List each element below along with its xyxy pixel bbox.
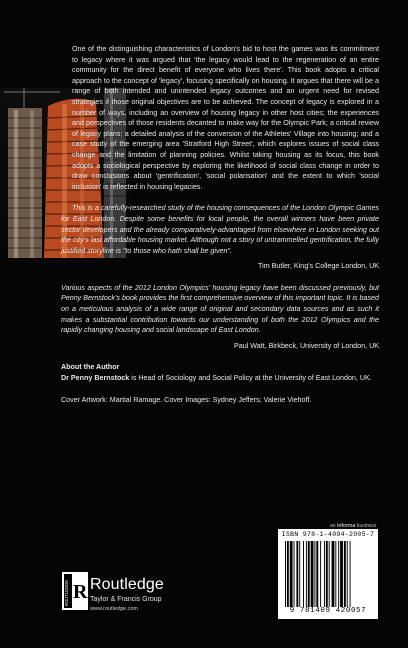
author-name: Dr Penny Bernstock — [61, 374, 130, 383]
barcode-bar — [314, 541, 315, 607]
publisher-url: www.routledge.com — [90, 606, 138, 612]
publisher-group: Taylor & Francis Group — [90, 596, 162, 603]
author-bio-text: is Head of Sociology and Social Policy at the University of East London, UK. — [129, 374, 372, 383]
barcode-bar — [290, 541, 293, 607]
barcode-bar — [296, 541, 298, 607]
informa-prefix: an — [330, 523, 337, 529]
barcode-bar — [294, 541, 295, 607]
about-author-heading: About the Author — [61, 363, 120, 372]
barcode-bar — [338, 541, 339, 607]
barcode-bar — [340, 541, 343, 607]
barcode-bar — [335, 541, 336, 607]
publisher-name: Routledge — [90, 576, 164, 593]
isbn-label: ISBN 978-1-4094-2005-7 — [281, 531, 375, 538]
barcode-bar — [347, 541, 348, 607]
barcode-bar — [316, 541, 318, 607]
review-quote-1: This is a carefully-researched study of the housing consequences of the London Olympic Games for East London. Despite some benefits for local people, the overall winners have been private sector developers and the already comparatively-advantaged from elsewhere in London seeking out the city's last affordable housing market. Although not a story of untrammelled gentrification, the fully justified storyline is "to those who hath shall be given". — [61, 204, 379, 255]
publisher-block — [62, 572, 202, 618]
barcode-bar — [350, 541, 351, 607]
logo-spine-text: ROUTLEDGE — [64, 579, 69, 606]
barcode-bar — [332, 541, 335, 607]
isbn-barcode-box — [278, 529, 378, 619]
artwork-wrap-spacer — [0, 76, 72, 209]
barcode-bar — [299, 541, 300, 607]
barcode-number: 9 781409 420057 — [289, 607, 367, 615]
barcode-bar — [287, 541, 289, 607]
barcode-bar — [326, 541, 328, 607]
logo-letter: R — [73, 581, 88, 603]
review-quote-2: Various aspects of the 2012 London Olympics' housing legacy have been discussed previously, but Penny Bernstock's book provides the first comprehensive overview of this important topic. It is based on a meticulous analysis of a wide range of original and secondary data sources and as such it makes a substantial contribution towards our understanding of both the 2012 Olympics and the rapidly changing housing and social landscape of East London. — [61, 283, 379, 335]
back-cover-text — [61, 44, 379, 416]
barcode-bar — [308, 541, 310, 607]
informa-brand: informa — [336, 523, 356, 529]
barcode-bar — [344, 541, 346, 607]
barcode-bar — [285, 541, 286, 607]
barcode-bar — [306, 541, 307, 607]
barcode-bar — [324, 541, 325, 607]
barcode-bar — [311, 541, 314, 607]
blurb-text: One of the distinguishing characteristics of London's bid to host the games was its commitment to legacy where it was argued that 'the legacy would lead to the regeneration of an entire community for the direct benefit of everyone who lives there'. This book adopts a critical approach to the concept of 'legacy', focusing specifically on housing. It argues that there will be a range of both intended and unintended legacy outcomes and an urgent need for revised strategies if those original objectives are to be achieved. The concept of legacy is explored in a number of ways, including an overview of housing legacy in other host cities; the experiences and perspectives of those residents decanted to make way for the Olympic Park; a critical review of legacy plans; a detailed analysis of the conversion of the Athletes' Village into housing; and a case study of the emerging area 'Stratford High Street', which explores issues of social class change and the limitation of planning policies. Whilst taking housing as its focus, this book adopts a sociological perspective by exploring the likelihood of social class change in order to draw conclusions about 'gentrification', 'social polarisation' and the extent to which 'social inclusion' is reflected in housing legacies. — [72, 45, 379, 191]
routledge-logo-icon — [62, 572, 88, 610]
barcode-bar — [303, 541, 304, 607]
barcode-bar — [320, 541, 321, 607]
barcode-bar — [329, 541, 330, 607]
about-author-bio — [61, 373, 379, 384]
review-attribution-2: Paul Watt, Birkbeck, University of London, UK — [234, 341, 379, 350]
informa-suffix: business — [355, 523, 377, 529]
blurb-paragraph — [61, 44, 379, 192]
review-attribution-1: Tim Butler, King's College London, UK — [258, 262, 379, 271]
barcode-graphic — [284, 541, 372, 607]
cover-credits: Cover Artwork: Martial Ramage. Cover Images: Sydney Jeffers; Valerie Viehoff. — [61, 395, 312, 404]
